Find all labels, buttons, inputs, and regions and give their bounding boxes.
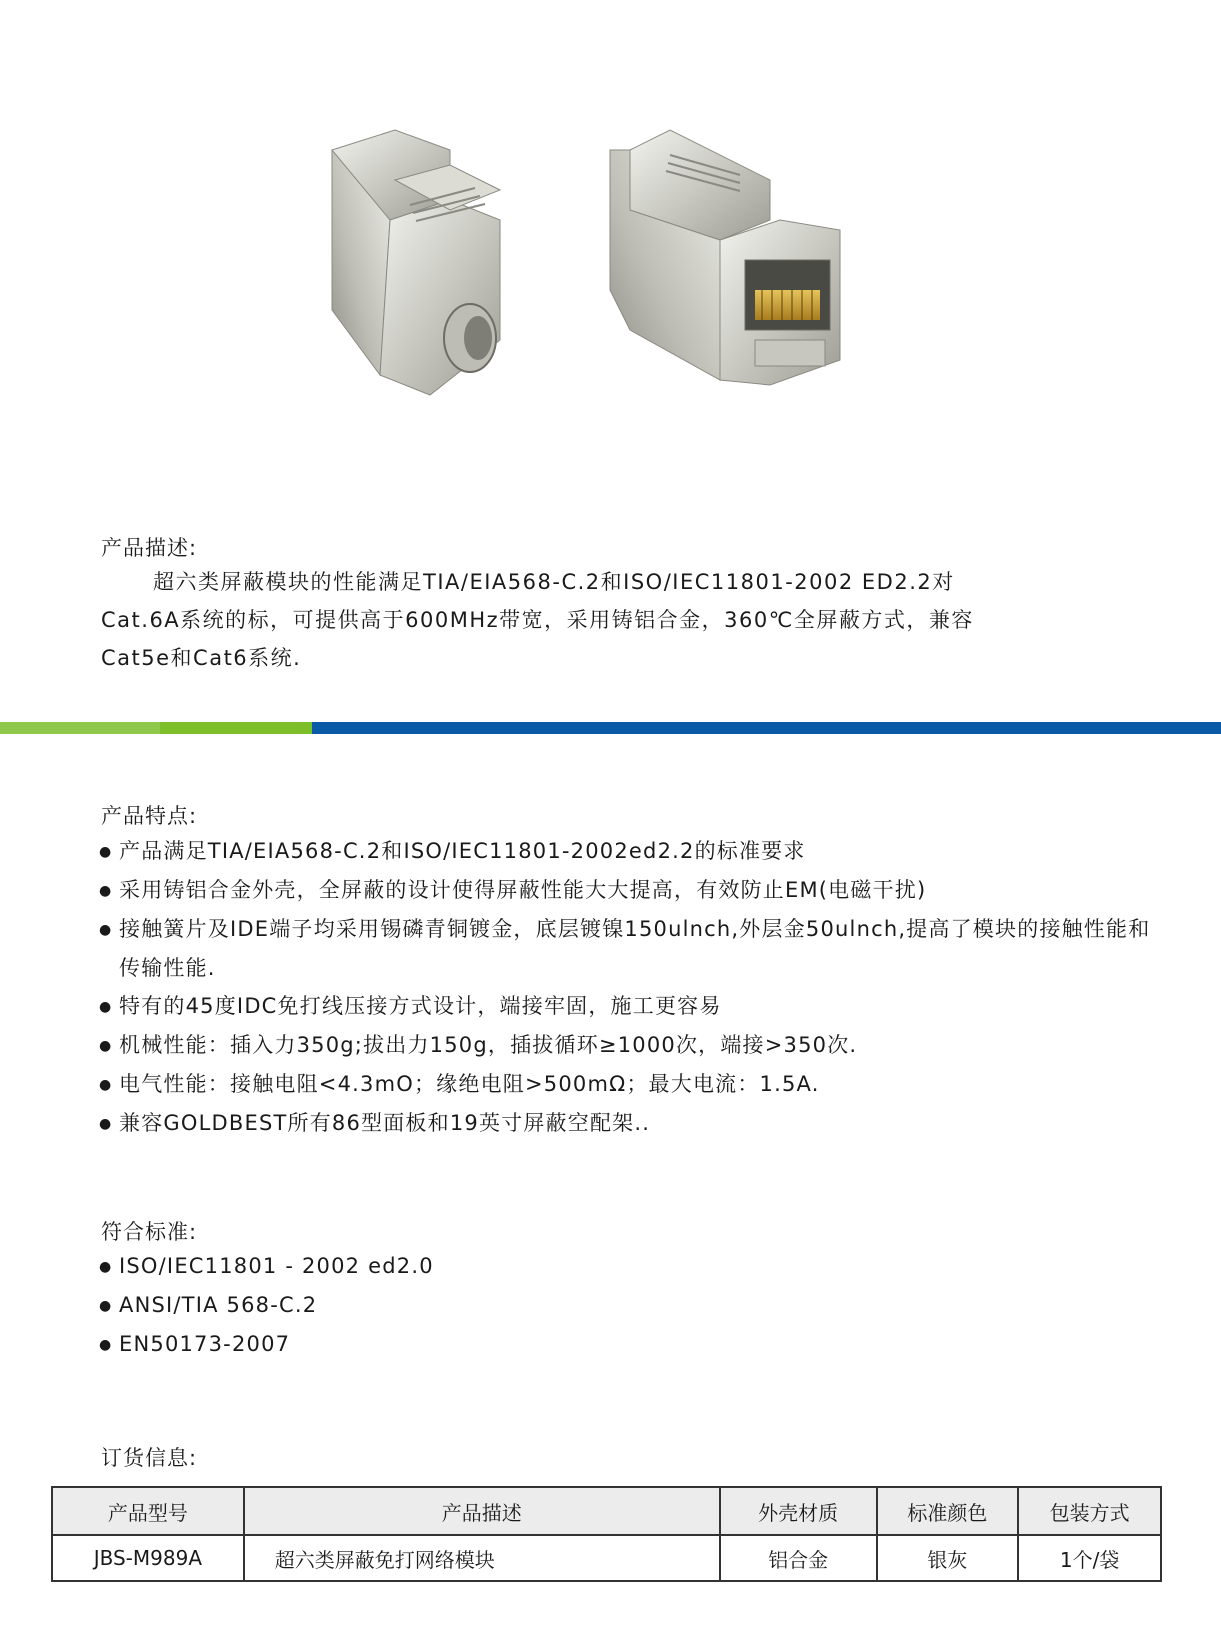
product-photo bbox=[300, 110, 920, 430]
standard-item: ● ISO/IEC11801 - 2002 ed2.0 bbox=[99, 1247, 1159, 1286]
ordering-title: 订货信息: bbox=[101, 1446, 198, 1470]
description-paragraph bbox=[101, 563, 1131, 677]
header-cell-packaging: 包装方式 bbox=[1018, 1487, 1161, 1535]
divider-green bbox=[0, 722, 160, 734]
standards-list bbox=[99, 1247, 1159, 1364]
ordering-table bbox=[51, 1486, 1162, 1582]
feature-item: ● 采用铸铝合金外壳，全屏蔽的设计使得屏蔽性能大大提高，有效防止EM(电磁干扰) bbox=[99, 871, 1159, 910]
cell-packaging: 1个/袋 bbox=[1018, 1535, 1161, 1581]
feature-item: ● 特有的45度IDC免打线压接方式设计，端接牢固，施工更容易 bbox=[99, 987, 1159, 1026]
feature-item: ● 电气性能：接触电阻<4.3mO；缘绝电阻>500mΩ；最大电流：1.5A. bbox=[99, 1065, 1159, 1104]
cell-model: JBS-M989A bbox=[52, 1535, 244, 1581]
divider-blue bbox=[312, 722, 1221, 734]
header-cell-color: 标准颜色 bbox=[877, 1487, 1019, 1535]
cell-material: 铝合金 bbox=[720, 1535, 877, 1581]
description-title: 产品描述: bbox=[101, 536, 198, 560]
feature-item: ● 产品满足TIA/EIA568-C.2和ISO/IEC11801-2002ed2.2的标准要求 bbox=[99, 832, 1159, 871]
module-right-image bbox=[610, 130, 840, 385]
cell-color: 银灰 bbox=[877, 1535, 1019, 1581]
feature-item: ● 机械性能：插入力350g;拔出力150g，插拔循环≥1000次，端接>350次. bbox=[99, 1026, 1159, 1065]
divider-green-light bbox=[160, 722, 312, 734]
features-list bbox=[99, 832, 1159, 1143]
description-line: Cat.6A系统的标，可提供高于600MHz带宽，采用铸铝合金，360℃全屏蔽方式，兼容 bbox=[101, 608, 974, 632]
cell-description: 超六类屏蔽免打网络模块 bbox=[244, 1535, 720, 1581]
section-divider bbox=[0, 722, 1221, 734]
description-line: Cat5e和Cat6系统. bbox=[101, 646, 302, 670]
standards-title: 符合标准: bbox=[101, 1220, 198, 1244]
feature-item: ● 兼容GOLDBEST所有86型面板和19英寸屏蔽空配架.. bbox=[99, 1104, 1159, 1143]
table-header-row bbox=[52, 1487, 1161, 1535]
standard-item: ● ANSI/TIA 568-C.2 bbox=[99, 1286, 1159, 1325]
table-row bbox=[52, 1535, 1161, 1581]
header-cell-model: 产品型号 bbox=[52, 1487, 244, 1535]
description-line: 超六类屏蔽模块的性能满足TIA/EIA568-C.2和ISO/IEC11801-2002 ED2.2对 bbox=[153, 570, 955, 594]
features-title: 产品特点: bbox=[101, 804, 198, 828]
header-cell-material: 外壳材质 bbox=[720, 1487, 877, 1535]
feature-item: ● 接触簧片及IDE端子均采用锡磷青铜镀金，底层镀镍150ulnch,外层金50ulnch,提高了模块的接触性能和传输性能. bbox=[99, 910, 1159, 987]
standard-item: ● EN50173-2007 bbox=[99, 1325, 1159, 1364]
header-cell-description: 产品描述 bbox=[244, 1487, 720, 1535]
module-left-image bbox=[332, 130, 500, 395]
